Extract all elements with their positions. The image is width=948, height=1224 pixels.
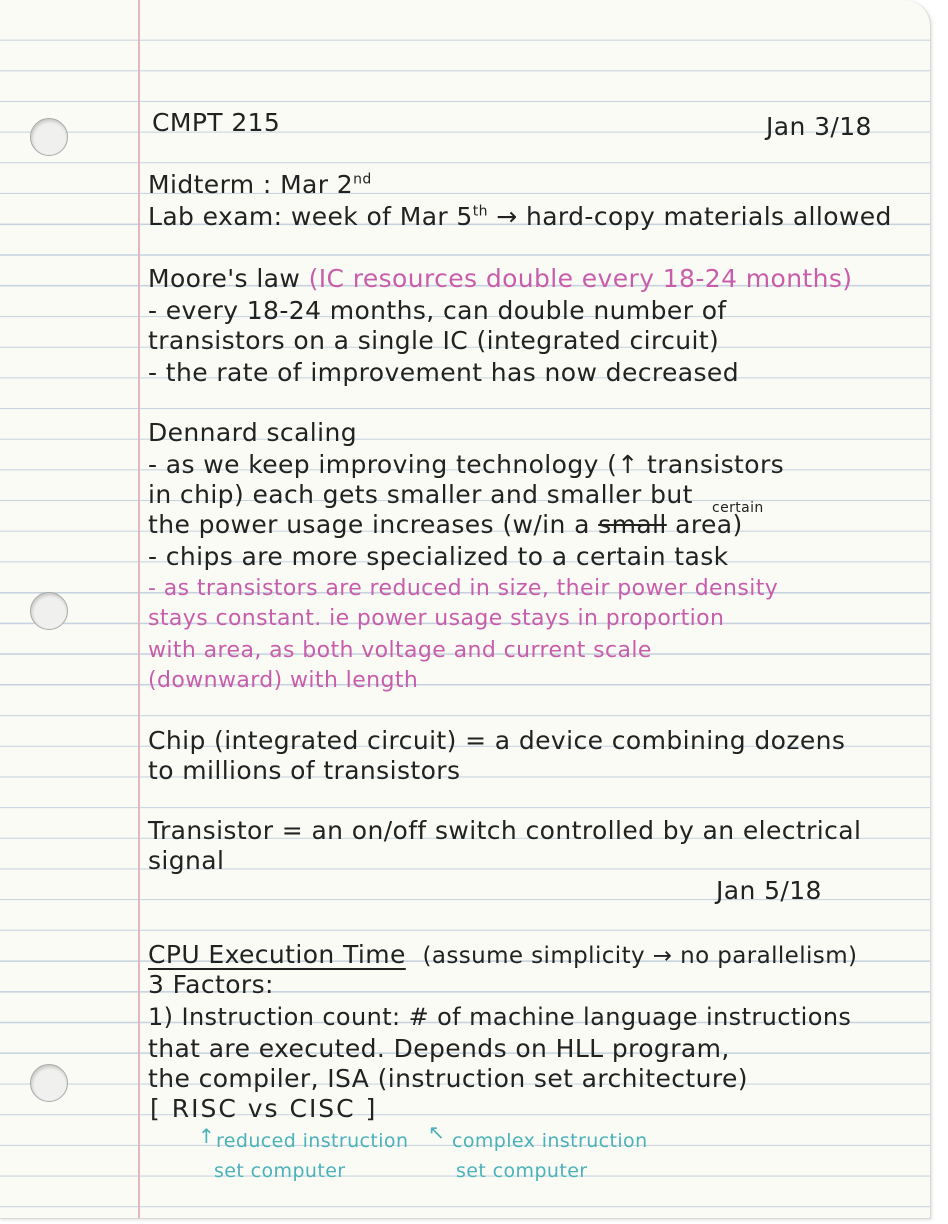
binder-hole (30, 118, 68, 156)
arrow-up-icon: ↑ (198, 1124, 215, 1148)
date-jan-5: Jan 5/18 (716, 876, 822, 905)
binder-hole (30, 592, 68, 630)
cisc-note-2: set computer (456, 1160, 588, 1182)
cpu-line-1: 1) Instruction count: # of machine language instructions (148, 1003, 852, 1031)
lab-exam-line: Lab exam: week of Mar 5th → hard-copy materials allowed (148, 202, 892, 231)
dennard-line-3: the power usage increases (w/in a small area) (148, 510, 743, 539)
dennard-line-2: in chip) each gets smaller and smaller but (148, 480, 693, 509)
chip-line-1: Chip (integrated circuit) = a device combining dozens (148, 726, 846, 755)
date-jan-3: Jan 3/18 (766, 112, 872, 141)
cisc-note-1: complex instruction (452, 1130, 648, 1152)
arrow-left-icon: ↖ (428, 1120, 445, 1144)
dennard-line-4: - chips are more specialized to a certain task (148, 542, 729, 571)
cpu-heading: CPU Execution Time (assume simplicity → no parallelism) (148, 940, 858, 969)
dennard-pink-2: stays constant. ie power usage stays in proportion (148, 606, 725, 631)
dennard-line-1: - as we keep improving technology (↑ transistors (148, 450, 785, 479)
cpu-line-2: that are executed. Depends on HLL program, (148, 1034, 730, 1063)
midterm-line: Midterm : Mar 2nd (148, 170, 372, 199)
moore-line-1: - every 18-24 months, can double number of (148, 296, 727, 325)
cpu-factors: 3 Factors: (148, 970, 274, 999)
course-title: CMPT 215 (152, 108, 281, 137)
margin-line (138, 0, 140, 1218)
dennard-heading: Dennard scaling (148, 418, 357, 447)
risc-cisc-bracket: [ RISC vs CISC ] (150, 1094, 378, 1123)
dennard-pink-1: - as transistors are reduced in size, their power density (148, 576, 779, 601)
dennard-pink-4: (downward) with length (148, 668, 419, 693)
dennard-insert-word: certain (712, 500, 764, 516)
moore-line-2: transistors on a single IC (integrated circuit) (148, 326, 720, 355)
dennard-pink-3: with area, as both voltage and current scale (148, 638, 652, 663)
transistor-line-2: signal (148, 846, 225, 875)
moore-line-3: - the rate of improvement has now decreased (148, 358, 739, 387)
risc-note-2: set computer (214, 1160, 346, 1182)
chip-line-2: to millions of transistors (148, 756, 461, 785)
binder-hole (30, 1064, 68, 1102)
moore-heading: Moore's law (IC resources double every 18-24 months) (148, 264, 853, 293)
transistor-line-1: Transistor = an on/off switch controlled by an electrical (148, 816, 862, 845)
risc-note-1: reduced instruction (216, 1130, 409, 1152)
cpu-line-3: the compiler, ISA (instruction set architecture) (148, 1064, 748, 1093)
